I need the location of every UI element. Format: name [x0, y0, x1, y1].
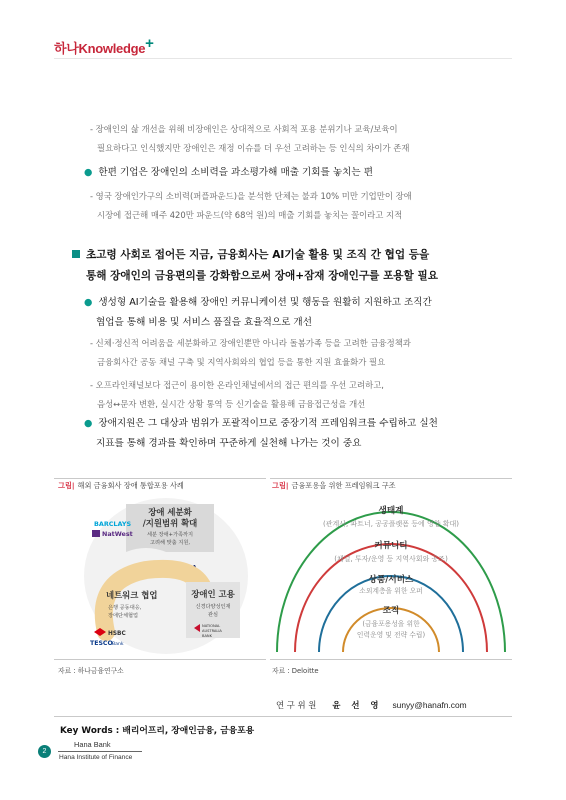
product-desc: 소외계층을 위한 오퍼: [359, 587, 423, 595]
natwest-logo: NatWest: [102, 530, 133, 538]
figure-right-title: 그림| 금융포용을 위한 프레임워크 구조: [272, 481, 396, 490]
footer-bank: Hana Bank: [74, 740, 111, 749]
organization-desc: (금융포용성을 위한: [362, 620, 420, 628]
left-segment-desc: 장애단체협업: [108, 613, 139, 619]
bullet-dot-icon: ●: [84, 167, 93, 178]
bullet-dot-icon: ●: [84, 418, 93, 429]
right-segment-desc: 신경다양성인재: [195, 604, 231, 610]
researcher-info: 연 구 위 원 윤 선 영 sunyy@hanafn.com: [276, 700, 467, 710]
bullet-point: ● 장애지원은 그 대상과 범위가 포괄적이므로 중장기적 프레임워크를 수립하고 실천 지표를 통해 경과를 확인하며 꾸준하게 실천해 나가는 것이 중요: [84, 418, 438, 449]
figure-right-bottom-rule: [270, 659, 512, 660]
tesco-logo: TESCO: [90, 640, 113, 647]
top-segment-title: /지원범위 확대: [142, 518, 198, 528]
sub-point: - 장애인의 삶 개선을 위해 비장애인은 상대적으로 사회적 포용 분위기나 교육/보육이 필요하다고 인식했지만 장애인은 재정 이슈를 더 우선 고려하는 등 인식의 차이가 존재: [90, 124, 410, 153]
bullet-point: ● 한편 기업은 장애인의 소비력을 과소평가해 매출 기회를 놓치는 편: [84, 167, 373, 178]
nab-logo: NATIONAL: [202, 624, 221, 628]
nab-logo: BANK: [202, 634, 212, 638]
natwest-mark-icon: [92, 530, 100, 537]
sub-point: - 신체·정신적 어려움을 세분화하고 장애인뿐만 아니라 돌봄가족 등을 고려한 금융정책과 금융회사간 공동 채널 구축 및 지역사회와의 협업 등을 통한 지원 효율화가 필요: [90, 338, 411, 367]
barclays-logo: BARCLAYS: [94, 520, 132, 528]
hana-knowledge-logo: 하나Knowledge+: [54, 35, 154, 56]
organization-desc: 인력운영 및 전략 수립): [356, 631, 426, 639]
case-diagram: [54, 494, 266, 656]
nab-logo: AUSTRALIA: [202, 629, 222, 633]
product-title: 상품/서비스: [368, 575, 414, 585]
right-segment-desc: 관심: [207, 612, 219, 618]
figure-right-top-rule: [270, 478, 512, 479]
top-segment-desc: 고려해 맞춤 지원,: [149, 540, 191, 546]
footer-institute: Hana Institute of Finance: [59, 754, 133, 761]
left-segment-desc: 은행 공동대응,: [108, 605, 142, 611]
researcher-email[interactable]: sunyy@hanafn.com: [392, 700, 467, 710]
top-segment-desc: 세분 장애+가족까지: [146, 532, 194, 538]
sub-point: - 오프라인채널보다 접근이 용이한 온라인채널에서의 접근 편의를 우선 고려하고, 음성↔문자 변환, 실시간 상황 통역 등 신기술을 활용해 금융접근성을 개선: [90, 380, 384, 409]
bullet-point: ● 생성형 AI기술을 활용해 장애인 커뮤니케이션 및 행동을 원활히 지원하고 조직간 협업을 통해 비용 및 서비스 품질을 효율적으로 개선: [84, 297, 432, 328]
header-divider: [54, 58, 512, 59]
left-segment-title: 네트워크 협업: [106, 590, 158, 600]
organization-title: 조직: [382, 606, 400, 616]
footer-divider: [58, 751, 142, 752]
community-title: 커뮤니티: [374, 541, 408, 551]
right-segment-title: 장애인 고용: [191, 589, 235, 599]
section-heading: 초고령 사회로 접어든 지금, 금융회사는 AI기술 활용 및 조직 간 협업 등을 통해 장애인의 금융편의를 강화함으로써 장애+잠재 장애인구를 포용할 필요: [72, 245, 502, 287]
figure-left-title: 그림| 해외 금융회사 장애 통합포용 사례: [58, 481, 184, 490]
keywords-divider: [54, 716, 512, 717]
ecosystem-desc: (관계사, 파트너, 공공플랫폼 등에 영향 확대): [323, 520, 459, 528]
bullet-dot-icon: ●: [84, 297, 93, 308]
bank-of-america-logo: BANK OF AMERICA: [138, 565, 197, 571]
page-number: 2: [38, 745, 51, 758]
square-bullet-icon: [72, 250, 80, 258]
keywords: Key Words : 배리어프리, 장애인금융, 금융포용: [60, 726, 255, 736]
community-desc: (채널, 투자/운영 등 지역사회와 공조): [334, 555, 448, 563]
ecosystem-title: 생태계: [378, 506, 404, 516]
figure-left-source: 자료 : 하나금융연구소: [58, 667, 124, 675]
figure-left-top-rule: [54, 478, 266, 479]
framework-diagram: [270, 494, 512, 656]
sub-point: - 영국 장애인가구의 소비력(퍼플파운드)을 분석한 단체는 불과 10% 미만 기업만이 장애 시장에 접근해 매주 420만 파운드(약 68억 원)의 매출 기회를 놓치는 꼴이라고 지적: [90, 191, 412, 220]
tesco-bank-label: Bank: [112, 642, 124, 647]
hsbc-logo: HSBC: [108, 631, 126, 637]
top-segment-title: 장애 세분화: [148, 507, 192, 517]
figure-right-source: 자료 : Deloitte: [272, 667, 319, 675]
figure-left-bottom-rule: [54, 659, 266, 660]
